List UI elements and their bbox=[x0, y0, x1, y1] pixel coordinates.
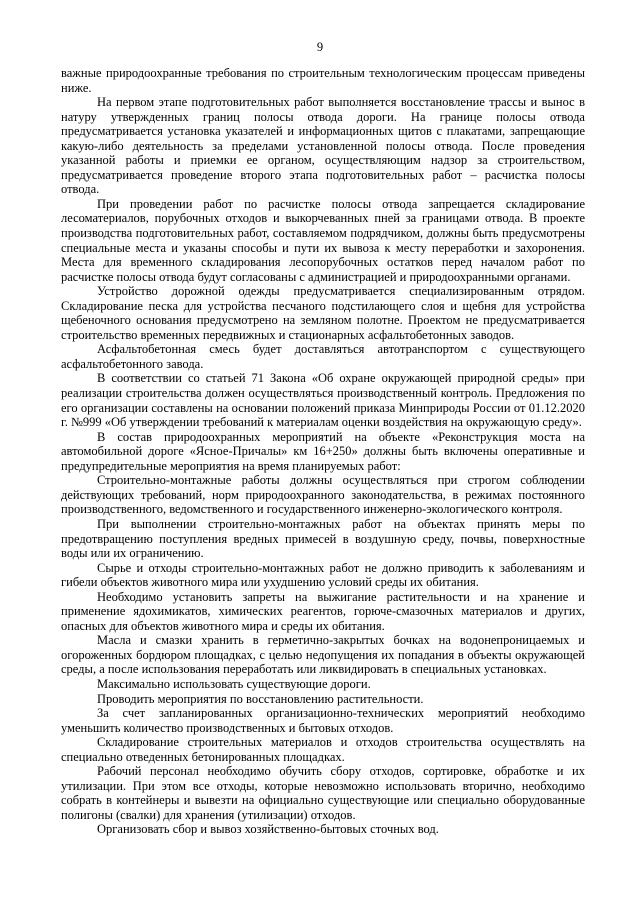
paragraph-production-control: В соответствии со статьей 71 Закона «Об охране окружающей природной среды» при реализации строительства должен осуществляться производственный контроль. Предложения по его организации составлены на основании положений приказа Минприроды России от 01.12.2020 г. №999 «Об утверждении требований к материалам оценки воздействия на окружающую среду». bbox=[61, 371, 585, 430]
paragraph-raw-materials: Сырье и отходы строительно-монтажных работ не должно приводить к заболеваниям и гибели объектов животного мира или ухудшению условий среды их обитания. bbox=[61, 560, 585, 590]
paragraph-vegetation: Проводить мероприятия по восстановлению растительности. bbox=[97, 691, 424, 706]
page-body bbox=[61, 66, 585, 837]
paragraph-storage-sites: Складирование строительных материалов и отходов строительства осуществлять на специально отведенных бетонированных площадках. bbox=[61, 735, 585, 764]
paragraph-asphalt-mix: Асфальтобетонная смесь будет доставляться автотранспортом с существующего асфальтобетонного завода. bbox=[61, 342, 585, 371]
paragraph-waste-reduction: За счет запланированных организационно-технических мероприятий необходимо уменьшить количество производственных и бытовых отходов. bbox=[61, 706, 585, 735]
paragraph-road-pavement: Устройство дорожной одежды предусматривается специализированным отрядом. Складирование песка для устройства песчаного подстилающего слоя и щебня для устройства щебеночного основания предусмотрено на земляном полотне. Проектом не предусматривается строительство временных передвижных и стационарных асфальтобетонных заводов. bbox=[61, 284, 585, 342]
paragraph-personnel-training: Рабочий персонал необходимо обучить сбору отходов, сортировке, обработке и их утилизации. При этом все отходы, которые невозможно использовать вторично, необходимо собрать в контейнеры и вывезти на официально существующие или специально оборудованные полигоны (свалки) для хранения (утилизации) отходов. bbox=[61, 764, 585, 822]
paragraph-oils-storage: Масла и смазки хранить в герметично-закрытых бочках на водонепроницаемых и огороженных бордюром площадках, с целью недопущения их попадания в объекты окружающей среды, а после использования переработать или ликвидировать в специальных установках. bbox=[61, 633, 585, 677]
paragraph-construction-works: Строительно-монтажные работы должны осуществляться при строгом соблюдении действующих требований, норм природоохранного законодательства, в режимах постоянного производственного, ведомственного и государственного инженерно-экологического контроля. bbox=[61, 473, 585, 517]
paragraph-preparatory-works: На первом этапе подготовительных работ выполняется восстановление трассы и вынос в натуру утвержденных границ полосы отвода дороги. На границе полосы отвода предусматривается установка указателей и информационных щитов с плакатами, запрещающие какую-либо деятельность за пределами установленной полосы отвода. После проведения указанной работы и приемки ее органом, осуществляющим надзор за строительством, предусматривается проведение второго этапа подготовительных работ – расчистка полосы отвода. bbox=[61, 95, 585, 197]
paragraph-prohibitions: Необходимо установить запреты на выжигание растительности и на хранение и применение ядохимикатов, химических реагентов, горюче-смазочных материалов и других, опасных для объектов животного мира и среды их обитания. bbox=[61, 589, 585, 633]
paragraph-pollution-prevention: При выполнении строительно-монтажных работ на объектах принять меры по предотвращению поступления вредных примесей в воздушную среду, почвы, поверхностные воды или их ограничению. bbox=[61, 516, 585, 561]
paragraph-continuation: важные природоохранные требования по строительным технологическим процессам приведены ниже. bbox=[61, 66, 585, 95]
paragraph-existing-roads: Максимально использовать существующие дороги. bbox=[97, 676, 371, 691]
paragraph-clearing: При проведении работ по расчистке полосы отвода запрещается складирование лесоматериалов, порубочных отходов и выкорчеванных пней за границами отвода. В проекте производства подготовительных работ, составляемом подрядчиком, должны быть предусмотрены специальные места и указаны способы и пути их вывоза к месту переработки и захоронения. Места для временного складирования лесопорубочных остатков перед началом работ по расчистке полосы отвода будут согласованы с администрацией и природоохранными органами. bbox=[61, 196, 585, 284]
page-number: 9 bbox=[316, 40, 324, 54]
paragraph-sewage: Организовать сбор и вывоз хозяйственно-бытовых сточных вод. bbox=[97, 822, 439, 837]
paragraph-measures-intro: В состав природоохранных мероприятий на объекте «Реконструкция моста на автомобильной дороге «Ясное-Причалы» км 16+250» должны быть включены оперативные и предупредительные мероприятия на время планируемых работ: bbox=[61, 429, 585, 473]
